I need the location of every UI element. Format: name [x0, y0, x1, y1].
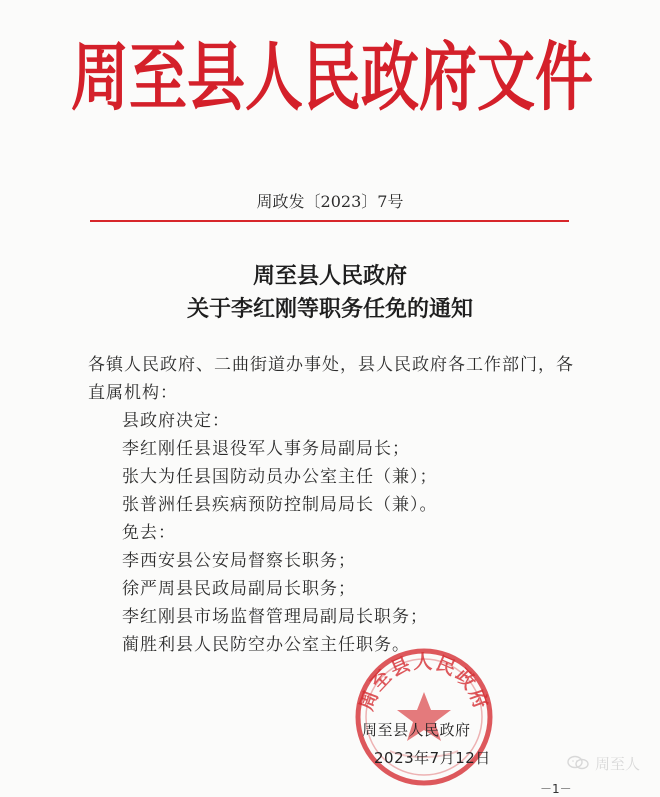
notice-title-line-1: 周至县人民政府: [252, 263, 407, 289]
red-header-title: 周至县人民政府文件: [71, 33, 594, 121]
dismissals-intro: 免去：: [122, 523, 176, 543]
issuing-authority-signature: 周至县人民政府: [362, 721, 471, 739]
appointment-item: 张普洲任县疾病预防控制局局长（兼）。: [122, 495, 438, 515]
svg-text:周至县人民政府: 周至县人民政府: [355, 651, 493, 714]
notice-body: [88, 351, 586, 659]
official-seal-stamp: [345, 638, 503, 796]
dismissal-item: 李西安县公安局督察长职务；: [122, 551, 356, 571]
document-number: 周政发〔2023〕7号: [256, 192, 404, 211]
red-divider-line: [90, 220, 569, 222]
wechat-watermark: [566, 751, 658, 775]
recipients-line-2: 直属机构：: [88, 383, 178, 403]
dismissal-item: 李红刚县市场监督管理局副局长职务；: [122, 607, 428, 627]
decision-intro: 县政府决定：: [122, 411, 230, 431]
dismissal-item: 蔺胜利县人民防空办公室主任职务。: [122, 635, 410, 655]
appointment-item: 李红刚任县退役军人事务局副局长；: [122, 439, 410, 459]
watermark-text: 周至人: [595, 754, 641, 773]
recipients-line-1: 各镇人民政府、二曲街道办事处，县人民政府各工作部门，各: [88, 355, 574, 375]
issue-date: 2023年7月12日: [374, 749, 491, 767]
notice-title-line-2: 关于李红刚等职务任免的通知: [186, 296, 473, 322]
dismissal-item: 徐严周县民政局副局长职务；: [122, 579, 356, 599]
wechat-icon: [566, 754, 590, 772]
page-number: －1－: [540, 782, 572, 796]
appointment-item: 张大为任县国防动员办公室主任（兼）；: [122, 467, 438, 487]
